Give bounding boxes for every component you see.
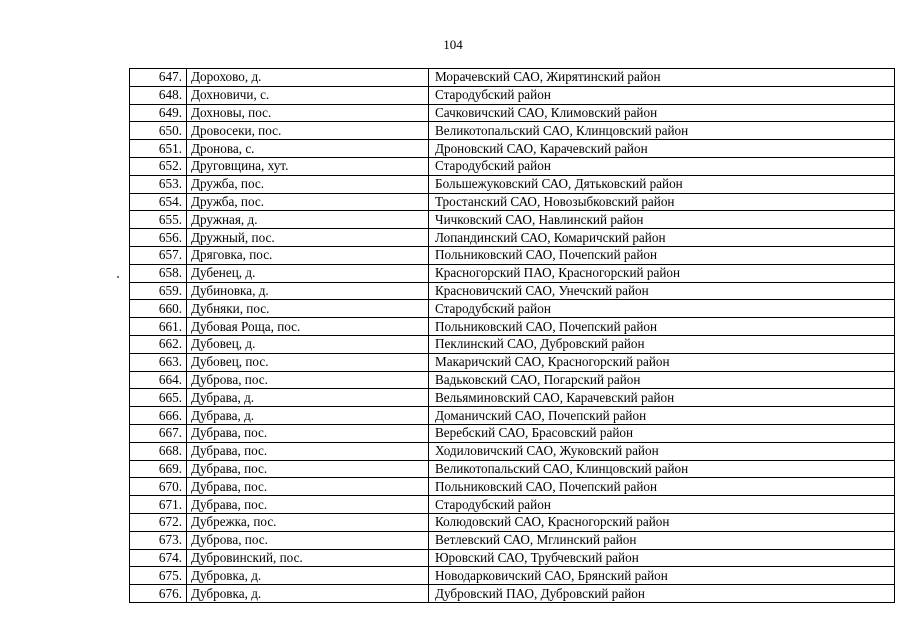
- district-cell: Польниковский САО, Почепский район: [429, 478, 895, 496]
- settlement-name-cell: Дружба, пос.: [187, 193, 429, 211]
- row-number-cell: 650.: [130, 122, 187, 140]
- district-cell: Польниковский САО, Почепский район: [429, 246, 895, 264]
- district-cell: Ходиловичский САО, Жуковский район: [429, 442, 895, 460]
- district-cell: Макаричский САО, Красногорский район: [429, 353, 895, 371]
- row-number-cell: 652.: [130, 157, 187, 175]
- row-number-cell: 656.: [130, 229, 187, 247]
- district-cell: Лопандинский САО, Комаричский район: [429, 229, 895, 247]
- row-number-cell: 674.: [130, 549, 187, 567]
- table-row: [130, 513, 895, 531]
- table-row: [130, 585, 895, 603]
- district-cell: Дроновский САО, Карачевский район: [429, 140, 895, 158]
- table-row: [130, 157, 895, 175]
- row-number-cell: 669.: [130, 460, 187, 478]
- table-row: [130, 496, 895, 514]
- settlement-name-cell: Дубрава, пос.: [187, 424, 429, 442]
- settlement-name-cell: Дохновичи, с.: [187, 86, 429, 104]
- row-number-cell: 654.: [130, 193, 187, 211]
- table-row: [130, 175, 895, 193]
- settlement-name-cell: Дубовая Роща, пос.: [187, 318, 429, 336]
- settlements-table: [129, 68, 895, 603]
- table-row: [130, 567, 895, 585]
- district-cell: Юровский САО, Трубчевский район: [429, 549, 895, 567]
- row-number-cell: 661.: [130, 318, 187, 336]
- district-cell: Польниковский САО, Почепский район: [429, 318, 895, 336]
- settlement-name-cell: Дубиновка, д.: [187, 282, 429, 300]
- row-number-cell: 663.: [130, 353, 187, 371]
- settlement-name-cell: Дохновы, пос.: [187, 104, 429, 122]
- district-cell: Большежуковский САО, Дятьковский район: [429, 175, 895, 193]
- table-row: [130, 371, 895, 389]
- table-row: [130, 122, 895, 140]
- settlement-name-cell: Дубовец, д.: [187, 335, 429, 353]
- table-row: [130, 86, 895, 104]
- row-number-cell: 662.: [130, 335, 187, 353]
- settlement-name-cell: Дубенец, д.: [187, 264, 429, 282]
- district-cell: Красногорский ПАО, Красногорский район: [429, 264, 895, 282]
- table-row: [130, 318, 895, 336]
- table-row: [130, 211, 895, 229]
- table-body: [130, 69, 895, 603]
- scan-speck: [117, 276, 119, 278]
- settlement-name-cell: Дубрава, пос.: [187, 442, 429, 460]
- row-number-cell: 675.: [130, 567, 187, 585]
- table-row: [130, 389, 895, 407]
- table-row: [130, 193, 895, 211]
- settlement-name-cell: Дружба, пос.: [187, 175, 429, 193]
- district-cell: Дубровский ПАО, Дубровский район: [429, 585, 895, 603]
- settlement-name-cell: Дубрава, пос.: [187, 460, 429, 478]
- row-number-cell: 653.: [130, 175, 187, 193]
- settlement-name-cell: Дряговка, пос.: [187, 246, 429, 264]
- district-cell: Великотопальский САО, Клинцовский район: [429, 122, 895, 140]
- row-number-cell: 664.: [130, 371, 187, 389]
- settlement-name-cell: Дровосеки, пос.: [187, 122, 429, 140]
- row-number-cell: 667.: [130, 424, 187, 442]
- district-cell: Пеклинский САО, Дубровский район: [429, 335, 895, 353]
- district-cell: Стародубский район: [429, 300, 895, 318]
- settlement-name-cell: Дружный, пос.: [187, 229, 429, 247]
- row-number-cell: 657.: [130, 246, 187, 264]
- row-number-cell: 660.: [130, 300, 187, 318]
- district-cell: Веребский САО, Брасовский район: [429, 424, 895, 442]
- table-row: [130, 140, 895, 158]
- table-row: [130, 282, 895, 300]
- row-number-cell: 659.: [130, 282, 187, 300]
- settlement-name-cell: Дуброва, пос.: [187, 371, 429, 389]
- table-row: [130, 407, 895, 425]
- settlement-name-cell: Дубрава, пос.: [187, 478, 429, 496]
- settlement-name-cell: Друговщина, хут.: [187, 157, 429, 175]
- district-cell: Чичковский САО, Навлинский район: [429, 211, 895, 229]
- row-number-cell: 651.: [130, 140, 187, 158]
- table-row: [130, 478, 895, 496]
- row-number-cell: 665.: [130, 389, 187, 407]
- settlement-name-cell: Дубрава, д.: [187, 389, 429, 407]
- row-number-cell: 671.: [130, 496, 187, 514]
- district-cell: Ветлевский САО, Мглинский район: [429, 531, 895, 549]
- settlement-name-cell: Дорохово, д.: [187, 69, 429, 87]
- table-row: [130, 246, 895, 264]
- table-row: [130, 300, 895, 318]
- district-cell: Сачковичский САО, Климовский район: [429, 104, 895, 122]
- row-number-cell: 649.: [130, 104, 187, 122]
- table-row: [130, 353, 895, 371]
- page-number: 104: [443, 37, 463, 52]
- table-row: [130, 424, 895, 442]
- table-row: [130, 442, 895, 460]
- row-number-cell: 672.: [130, 513, 187, 531]
- district-cell: Красновичский САО, Унечский район: [429, 282, 895, 300]
- table-row: [130, 549, 895, 567]
- row-number-cell: 668.: [130, 442, 187, 460]
- district-cell: Новодарковичский САО, Брянский район: [429, 567, 895, 585]
- settlement-name-cell: Дубровинский, пос.: [187, 549, 429, 567]
- row-number-cell: 666.: [130, 407, 187, 425]
- row-number-cell: 676.: [130, 585, 187, 603]
- settlement-name-cell: Дубровка, д.: [187, 585, 429, 603]
- row-number-cell: 658.: [130, 264, 187, 282]
- table-row: [130, 229, 895, 247]
- table-row: [130, 335, 895, 353]
- settlement-name-cell: Дубрежка, пос.: [187, 513, 429, 531]
- settlement-name-cell: Дуброва, пос.: [187, 531, 429, 549]
- district-cell: Морачевский САО, Жирятинский район: [429, 69, 895, 87]
- district-cell: Великотопальский САО, Клинцовский район: [429, 460, 895, 478]
- district-cell: Стародубский район: [429, 496, 895, 514]
- district-cell: Тростанский САО, Новозыбковский район: [429, 193, 895, 211]
- table-row: [130, 104, 895, 122]
- settlement-name-cell: Дубрава, пос.: [187, 496, 429, 514]
- settlement-name-cell: Дубрава, д.: [187, 407, 429, 425]
- row-number-cell: 647.: [130, 69, 187, 87]
- district-cell: Вадьковский САО, Погарский район: [429, 371, 895, 389]
- table-row: [130, 69, 895, 87]
- district-cell: Колюдовский САО, Красногорский район: [429, 513, 895, 531]
- district-cell: Вельяминовский САО, Карачевский район: [429, 389, 895, 407]
- settlement-name-cell: Дубровка, д.: [187, 567, 429, 585]
- settlement-name-cell: Дубовец, пос.: [187, 353, 429, 371]
- table-row: [130, 264, 895, 282]
- table-row: [130, 531, 895, 549]
- row-number-cell: 670.: [130, 478, 187, 496]
- settlement-name-cell: Дружная, д.: [187, 211, 429, 229]
- table-row: [130, 460, 895, 478]
- district-cell: Стародубский район: [429, 157, 895, 175]
- settlement-name-cell: Дубняки, пос.: [187, 300, 429, 318]
- row-number-cell: 655.: [130, 211, 187, 229]
- district-cell: Стародубский район: [429, 86, 895, 104]
- row-number-cell: 673.: [130, 531, 187, 549]
- settlement-name-cell: Дронова, с.: [187, 140, 429, 158]
- district-cell: Доманичский САО, Почепский район: [429, 407, 895, 425]
- row-number-cell: 648.: [130, 86, 187, 104]
